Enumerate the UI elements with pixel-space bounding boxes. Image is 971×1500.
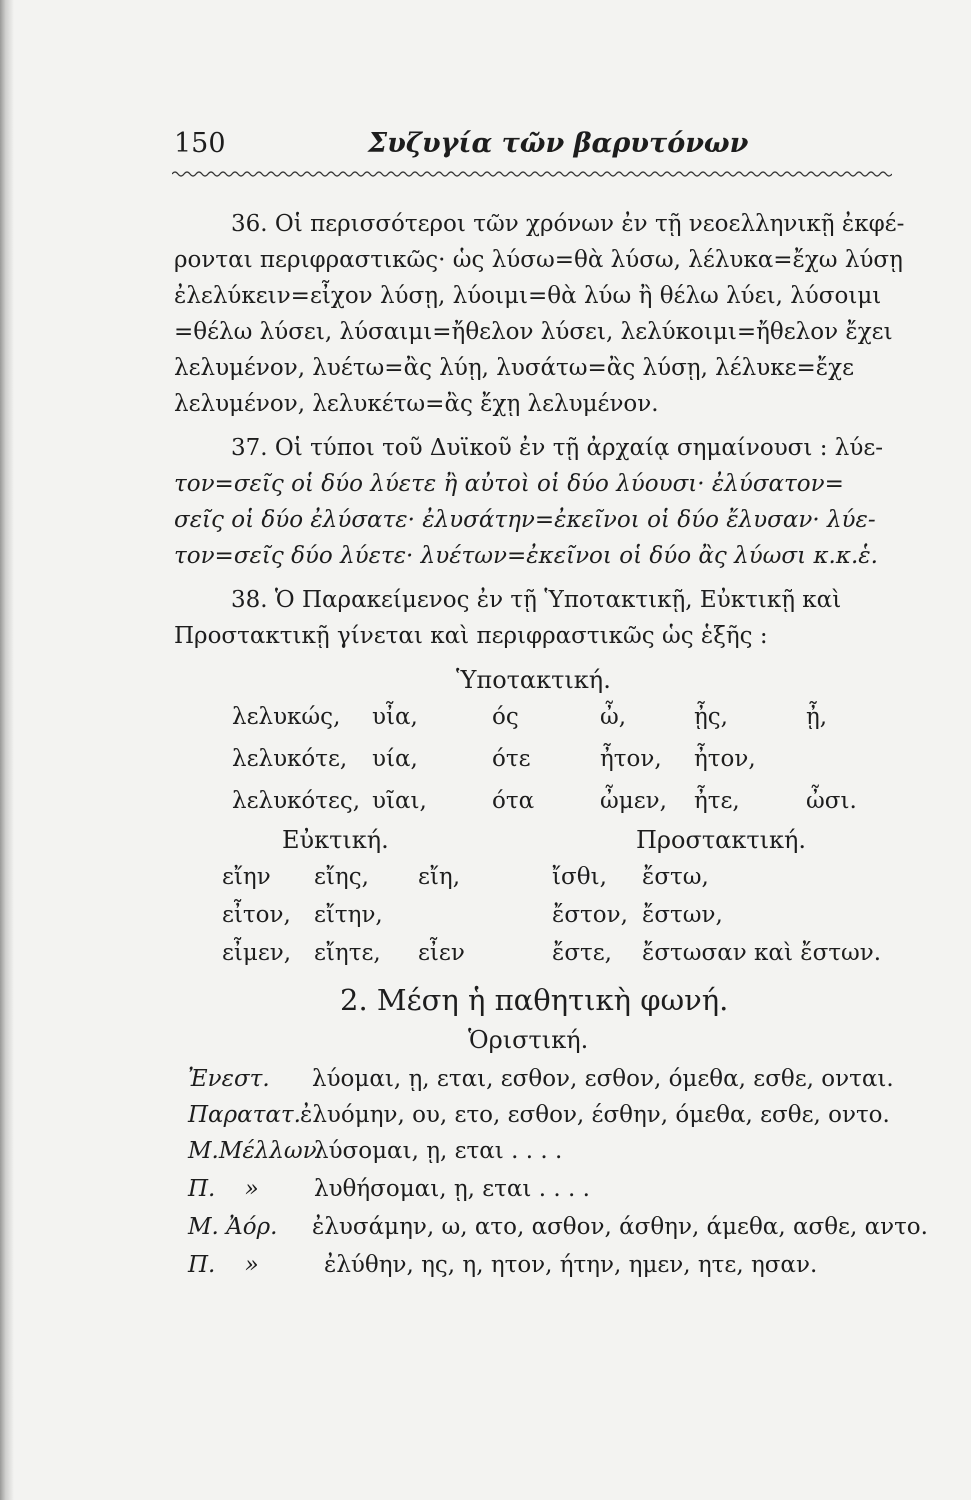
table-cell: ὦμεν, — [600, 788, 667, 814]
table-cell: ὦσι. — [806, 788, 857, 814]
table-cell: λελυκώς, — [232, 704, 341, 730]
section37-line: σεῖς οἱ δύο ἐλύσατε· ἐλυσάτην=ἐκεῖνοι οἱ δύο ἔλυσαν· λύε- — [174, 507, 876, 533]
table-cell: ἔστε, — [552, 940, 612, 966]
tense-forms: ἐλυόμην, ου, ετο, εσθον, έσθην, όμεθα, εσθε, οντο. — [300, 1102, 890, 1128]
table-cell: ότα — [492, 788, 535, 814]
tense-forms: ἐλυσάμην, ω, ατο, ασθον, άσθην, άμεθα, ασθε, αντο. — [312, 1214, 928, 1240]
table-cell: εἴην — [222, 864, 271, 890]
section36-line: λελυμένον, λελυκέτω=ἂς ἔχῃ λελυμένον. — [174, 391, 659, 417]
table-cell: εἴητε, — [314, 940, 381, 966]
tense-forms: λύομαι, ῃ, εται, εσθον, εσθον, όμεθα, εσθε, ονται. — [312, 1066, 894, 1092]
table-cell: εἴης, — [314, 864, 369, 890]
middle-passive-heading: 2. Μέση ἡ παθητικὴ φωνή. — [340, 983, 729, 1017]
table-cell: ἔστω, — [642, 864, 709, 890]
table-cell: ἴσθι, — [552, 864, 607, 890]
table-cell: υἶα, — [372, 704, 418, 730]
section38-line: 38. Ὁ Παρακείμενος ἐν τῇ Ὑποτακτικῇ, Εὐκτικῇ καὶ — [231, 587, 842, 613]
table-cell: ἔστων, — [642, 902, 723, 928]
section38-line: Προστακτικῇ γίνεται καὶ περιφραστικῶς ὡς ἑξῆς : — [174, 623, 768, 649]
tense-label: Παρατατ. — [188, 1102, 301, 1128]
page-edge-shadow — [0, 0, 14, 1500]
tense-forms: ἐλύθην, ης, η, ητον, ήτην, ημεν, ητε, ησαν. — [324, 1252, 818, 1278]
section36-line: 36. Οἱ περισσότεροι τῶν χρόνων ἐν τῇ νεοελληνικῇ ἐκφέ- — [231, 211, 905, 237]
section36-line: λελυμένον, λυέτω=ἂς λύῃ, λυσάτω=ἂς λύσῃ, λέλυκε=ἔχε — [174, 355, 854, 381]
table-cell: ἔστον, — [552, 902, 628, 928]
table-cell: ός — [492, 704, 519, 730]
section36-line: ἐλελύκειν=εἶχον λύσῃ, λύοιμι=θὰ λύω ἢ θέλω λύει, λύσοιμι — [174, 283, 882, 309]
table-cell: ἦτον, — [694, 746, 756, 772]
table-cell: ἦτε, — [694, 788, 740, 814]
wavy-rule — [172, 168, 892, 180]
table-cell: ἔστωσαν καὶ ἔστων. — [642, 940, 882, 966]
table-cell: εἶτον, — [222, 902, 291, 928]
table-cell: ᾖ, — [806, 704, 828, 730]
table-cell: εἴτην, — [314, 902, 383, 928]
table-cell: ὦ, — [600, 704, 627, 730]
tense-forms: λύσομαι, ῃ, εται . . . . — [314, 1138, 563, 1164]
tense-forms: λυθήσομαι, ῃ, εται . . . . — [314, 1176, 590, 1202]
subjunctive-heading: Ὑποτακτική. — [456, 666, 611, 694]
section36-line: =θέλω λύσει, λύσαιμι=ἤθελον λύσει, λελύκοιμι=ἤθελον ἔχει — [174, 319, 893, 345]
tense-label: Ἐνεστ. — [188, 1066, 270, 1092]
section37-line: 37. Οἱ τύποι τοῦ Δυϊκοῦ ἐν τῇ ἀρχαίᾳ σημαίνουσι : λύε- — [231, 435, 884, 461]
indicative-heading: Ὁριστική. — [468, 1026, 589, 1054]
tense-label: Π. » — [188, 1252, 259, 1278]
section36-line: ρονται περιφραστικῶς· ὡς λύσω=θὰ λύσω, λέλυκα=ἔχω λύσῃ — [174, 247, 903, 273]
tense-label: Π. » — [188, 1176, 259, 1202]
table-cell: ἦτον, — [600, 746, 662, 772]
table-cell: ότε — [492, 746, 531, 772]
table-cell: ᾖς, — [694, 704, 728, 730]
section37-line: τον=σεῖς οἱ δύο λύετε ἢ αὐτοὶ οἱ δύο λύουσι· ἐλύσατον= — [174, 471, 844, 497]
running-title: Συζυγία τῶν βαρυτόνων — [368, 128, 749, 159]
table-cell: εἶεν — [418, 940, 465, 966]
table-cell: υῖαι, — [372, 788, 427, 814]
table-cell: εἶμεν, — [222, 940, 292, 966]
table-cell: υία, — [372, 746, 418, 772]
table-cell: εἴη, — [418, 864, 461, 890]
optative-heading: Εὐκτική. — [282, 826, 389, 854]
tense-label: Μ. Ἀόρ. — [188, 1214, 278, 1240]
imperative-heading: Προστακτική. — [636, 826, 807, 854]
page-number: 150 — [174, 128, 226, 159]
tense-label: Μ.Μέλλων — [188, 1138, 317, 1164]
table-cell: λελυκότες, — [232, 788, 361, 814]
table-cell: λελυκότε, — [232, 746, 348, 772]
section37-line: τον=σεῖς δύο λύετε· λυέτων=ἐκεῖνοι οἱ δύο ἂς λύωσι κ.κ.ἑ. — [174, 543, 878, 569]
